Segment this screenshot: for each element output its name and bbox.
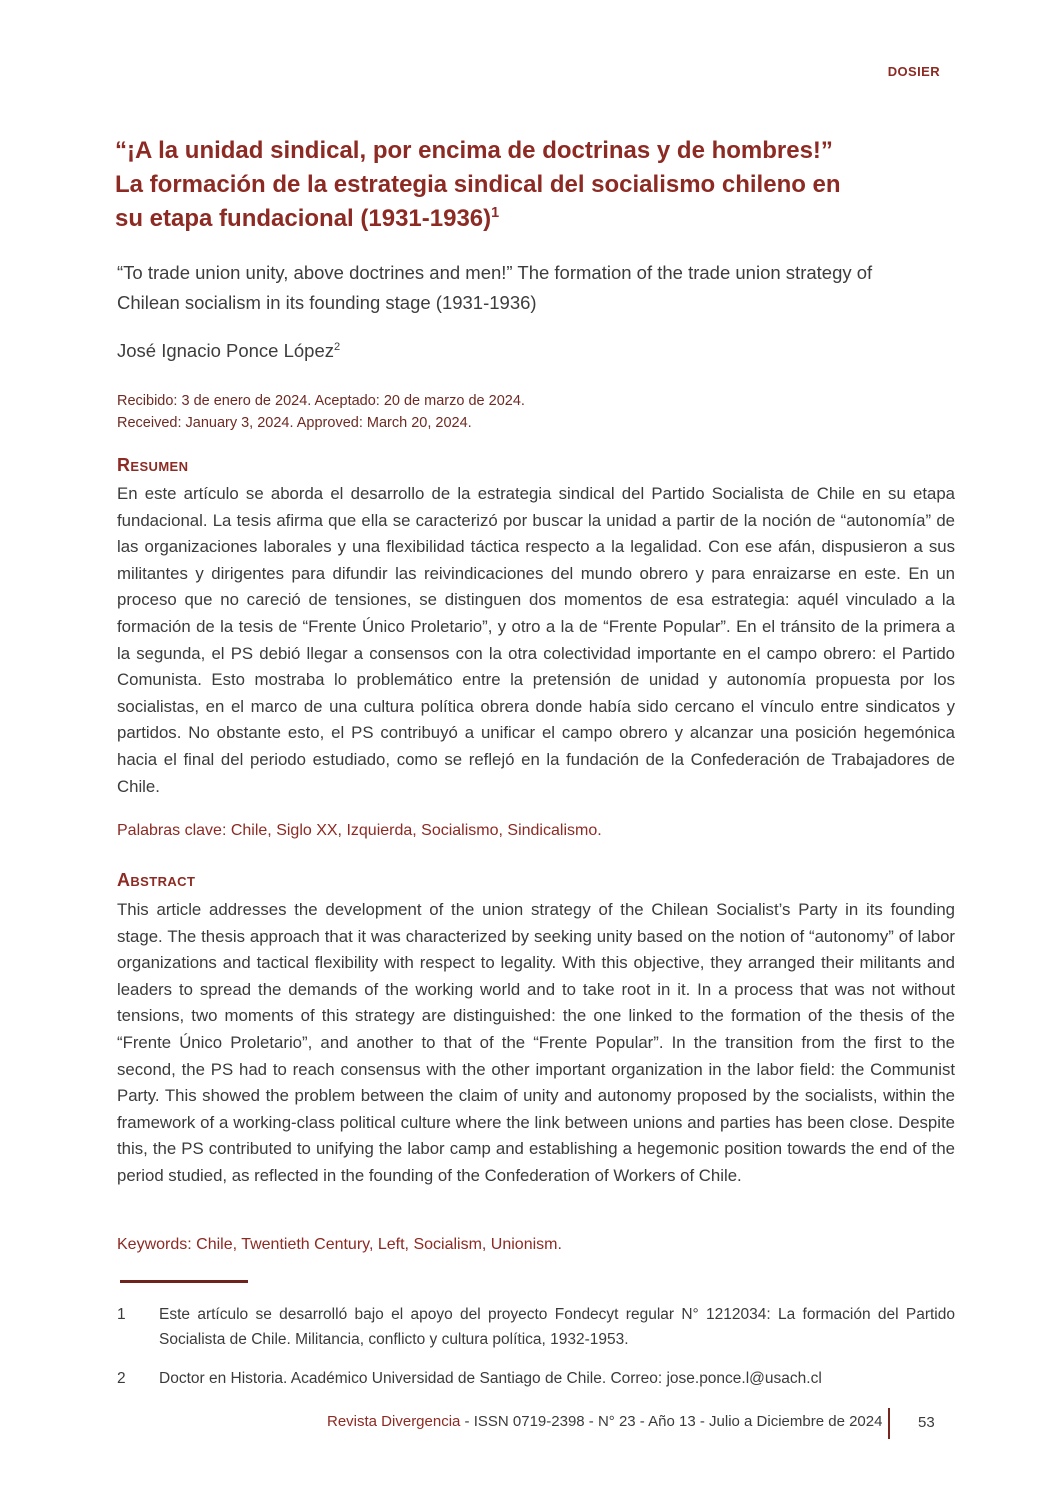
- journal-name: Revista Divergencia: [327, 1413, 461, 1430]
- dates-es: Recibido: 3 de enero de 2024. Aceptado: 20 de marzo de 2024.: [117, 393, 525, 409]
- footer-journal-line: [327, 1413, 882, 1430]
- author-name: José Ignacio Ponce López$^2$: [117, 340, 341, 361]
- journal-meta: - ISSN 0719-2398 - N° 23 - Año 13 - Julio a Diciembre de 2024: [460, 1413, 883, 1430]
- dosier-label: DOSIER: [887, 64, 940, 79]
- footnotes: [117, 1302, 955, 1405]
- footnote-1-text: Este artículo se desarrolló bajo el apoyo del proyecto Fondecyt regular N° 1212034: La formación del Partido Socialista de Chile. Militancia, conflicto y cultura política, 1932-1953.: [159, 1306, 955, 1348]
- resumen-body: En este artículo se aborda el desarrollo de la estrategia sindical del Partido Socialista de Chile en su etapa fundacional. La tesis afirma que ella se caracterizó por buscar la unidad a partir de la noción de “autonomía” de las organizaciones laborales y una flexibilidad táctica respecto a la legalidad. Con ese afán, dispusieron a sus militantes y dirigentes para difundir las reivindicaciones del mundo obrero y para enraizarse en este. En un proceso que no careció de tensiones, se distinguen dos momentos de esa estrategia: aquél vinculado a la formación de la tesis de “Frente Único Proletario”, y otro a la de “Frente Popular”. En el tránsito de la primera a la segunda, el PS debió llegar a consensos con la otra colectividad importante en el campo obrero: el Partido Comunista. Esto mostraba lo problemático entre la pretensión de unidad y autonomía propuesta por los socialistas, en el marco de una cultura política obrera donde había sido cercano el vínculo entre sindicatos y partidos. No obstante esto, el PS contribuyó a unificar el campo obrero y alcanzar una posición hegemónica hacia el final del periodo estudiado, como se reflejó en la fundación de la Confederación de Trabajadores de Chile.: [117, 484, 955, 796]
- footnote-1: [117, 1302, 955, 1352]
- resumen-heading: Resumen: [117, 455, 189, 475]
- page-number: 53: [918, 1414, 935, 1431]
- subtitle-line-2: Chilean socialism in its founding stage (1931-1936): [117, 292, 537, 313]
- submission-dates: [117, 391, 525, 434]
- footnote-2-text: Doctor en Historia. Académico Universidad de Santiago de Chile. Correo: jose.ponce.l@usach.cl: [159, 1370, 822, 1387]
- abstract-body: This article addresses the development of the union strategy of the Chilean Socialist’s Party in its founding stage. The thesis approach that it was characterized by seeking unity based on the notion of “autonomy” of labor organizations and tactical flexibility with respect to legality. With this objective, they arranged their militants and leaders to spread the demands of the working world and to take root in it. In a process that was not without tensions, two moments of this strategy are distinguished: the one linked to the formation of the thesis of the “Frente Único Proletario”, and another to that of the “Frente Popular”. In the transition from the first to the second, the PS had to reach consensus with the other important organization in the labor field: the Communist Party. This showed the problem between the claim of unity and autonomy proposed by the socialists, within the framework of a working-class political culture where the link between unions and parties has been close. Despite this, the PS contributed to unifying the labor camp and establishing a hegemonic position towards the end of the period studied, as reflected in the founding of the Confederation of Workers of Chile.: [117, 900, 955, 1185]
- footer-divider-line: [888, 1408, 890, 1439]
- abstract-heading: Abstract: [117, 870, 196, 890]
- title-line-1: “¡A la unidad sindical, por encima de doctrinas y de hombres!”: [115, 137, 833, 164]
- title-footnote-ref: 1: [491, 205, 500, 221]
- footnote-2: [117, 1366, 955, 1391]
- article-title-es: [115, 134, 960, 236]
- title-line-3: su etapa fundacional (1931-1936)$^1$: [115, 205, 500, 232]
- keywords: Keywords: Chile, Twentieth Century, Left, Socialism, Unionism.: [117, 1236, 562, 1253]
- footnote-divider-rule: [120, 1280, 248, 1283]
- footnote-2-number: 2: [117, 1370, 126, 1387]
- palabras-clave: Palabras clave: Chile, Siglo XX, Izquierda, Socialismo, Sindicalismo.: [117, 822, 602, 839]
- article-title-en: [117, 258, 962, 318]
- footnote-1-number: 1: [117, 1306, 126, 1323]
- author-footnote-ref: 2: [334, 340, 341, 353]
- dates-en: Received: January 3, 2024. Approved: March 20, 2024.: [117, 414, 472, 431]
- subtitle-line-1: “To trade union unity, above doctrines and men!” The formation of the trade union strategy of: [117, 262, 873, 283]
- title-line-2: La formación de la estrategia sindical del socialismo chileno en: [115, 171, 841, 198]
